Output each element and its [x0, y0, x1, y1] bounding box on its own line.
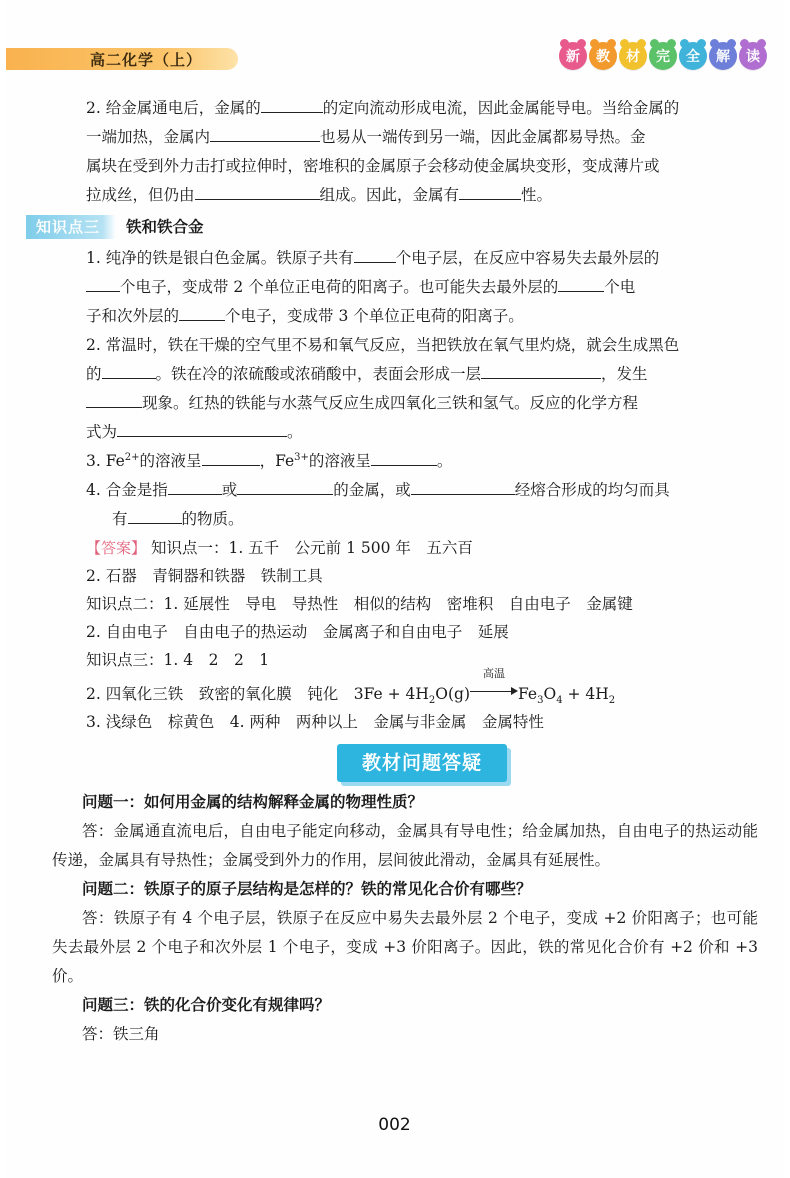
text: 个电子，变成带 2 个单位正电荷的阳离子。也可能失去最外层的: [120, 278, 559, 296]
answer-line: 知识点二：1. 延展性 导电 导热性 相似的结构 密堆积 自由电子 金属键: [86, 595, 633, 613]
qa-banner-wrap: [86, 744, 758, 782]
text: 或: [221, 481, 238, 499]
fill-blank: [168, 480, 222, 495]
text-line: [86, 244, 758, 273]
fill-blank: [371, 451, 437, 466]
fill-blank: [210, 127, 320, 142]
text-line: [86, 418, 758, 447]
logo-char: 材: [619, 42, 647, 70]
fill-blank: [459, 185, 521, 200]
text: 也易从一端传到另一端，因此金属都易导热。金: [320, 128, 646, 146]
answer-line: [86, 534, 758, 562]
text: 2. 常温时，铁在干燥的空气里不易和氧气反应，当把铁放在氧气里灼烧，就会生成黑色: [86, 336, 680, 354]
fill-blank: [237, 480, 333, 495]
qa-banner: 教材问题答疑: [337, 744, 507, 782]
logo-char: 读: [739, 42, 767, 70]
text: 一端加热，金属内: [86, 128, 211, 146]
subscript: 4: [556, 695, 563, 707]
text: 知识点一：1. 五千 公元前 1 500 年 五六百: [150, 539, 473, 557]
text: 拉成丝，但仍由: [86, 186, 195, 204]
fill-blank: [117, 422, 287, 437]
page-number: 002: [378, 1115, 411, 1135]
text: 。: [287, 423, 303, 441]
kp3-item3: [86, 447, 758, 476]
question-3: 问题三：铁的化合价变化有规律吗？: [82, 996, 331, 1014]
kp3-title: 铁和铁合金: [126, 217, 204, 236]
answer-tag: 【答案】: [86, 539, 147, 557]
text: O(g): [435, 685, 470, 703]
text: 1. 纯净的铁是银白色金属。铁原子共有: [86, 249, 354, 267]
subscript: 2: [428, 695, 436, 707]
kp3-item1: [86, 244, 758, 331]
page-header: [6, 0, 783, 90]
text: ，发生: [601, 365, 648, 383]
text: 子和次外层的: [86, 307, 180, 325]
text: 的物质。: [181, 510, 244, 528]
fill-blank: [261, 98, 323, 113]
logo-char: 教: [589, 42, 617, 70]
text-line: [86, 94, 758, 123]
arrow-shaft: [470, 691, 512, 692]
header-title: 高二化学（上）: [90, 51, 203, 69]
answer-block: [86, 534, 758, 736]
arrow-head-icon: [511, 687, 518, 695]
subscript: 3: [537, 695, 544, 707]
answer-line-equation: [86, 667, 758, 708]
text: 式为: [86, 423, 118, 441]
answer-line: 3. 浅绿色 棕黄色 4. 两种 两种以上 金属与非金属 金属特性: [86, 713, 544, 731]
superscript: 2+: [124, 451, 140, 463]
main-content: [36, 94, 758, 1049]
text: 的: [86, 365, 102, 383]
text: 2. 四氧化三铁 致密的氧化膜 钝化 3Fe + 4H: [86, 685, 429, 703]
text: 的定向流动形成电流，因此金属能导电。当给金属的: [322, 99, 680, 117]
question-1: 问题一：如何用金属的结构解释金属的物理性质？: [82, 793, 424, 811]
answer-line: 2. 自由电子 自由电子的热运动 金属离子和自由电子 延展: [86, 623, 509, 641]
text: + 4H: [562, 685, 609, 703]
fill-blank: [86, 393, 142, 408]
text-line: [86, 389, 758, 418]
superscript: 3+: [294, 451, 309, 463]
reaction-arrow: [470, 667, 518, 699]
logo-char: 全: [679, 42, 707, 70]
text-line: [86, 302, 758, 331]
kp3-item4: [86, 476, 758, 534]
kp2-item2: [86, 94, 758, 210]
fill-blank: [558, 277, 604, 292]
text: Fe: [518, 685, 538, 703]
series-logo: [559, 42, 767, 76]
text: 组成。因此，金属有: [319, 186, 460, 204]
text: 。: [436, 452, 453, 470]
text: 有: [112, 510, 128, 528]
text: 的溶液呈: [308, 452, 371, 470]
fill-blank: [86, 277, 120, 292]
logo-char: 完: [649, 42, 677, 70]
text: 的溶液呈: [139, 452, 202, 470]
text: 个电: [604, 278, 636, 296]
text-line: [86, 273, 758, 302]
logo-char: 新: [559, 42, 587, 70]
text: 经熔合形成的均匀而具: [514, 481, 670, 499]
text: 性。: [521, 186, 553, 204]
kp3-item2: [86, 331, 758, 447]
logo-char: 解: [709, 42, 737, 70]
text-line: [86, 360, 758, 389]
text: 现象。红热的铁能与水蒸气反应生成四氧化三铁和氢气。反应的化学方程: [142, 394, 639, 412]
kp3-heading: [14, 212, 758, 242]
answer-line: 知识点三：1. 4 2 2 1: [86, 651, 270, 669]
text: 3. Fe: [86, 452, 125, 470]
answer-1: 答：金属通直流电后，自由电子能定向移动，金属具有导电性；给金属加热，自由电子的热运动能传递，金属具有导热性；金属受到外力的作用，层间彼此滑动，金属具有延展性。: [52, 822, 758, 869]
text: 的金属，或: [333, 481, 411, 499]
fill-blank: [195, 185, 320, 200]
subscript: 2: [608, 695, 616, 707]
text-line: [86, 505, 758, 534]
question-2: 问题二：铁原子的原子层结构是怎样的？铁的常见化合价有哪些？: [82, 880, 532, 898]
text-line: [86, 476, 758, 505]
text: 个电子层，在反应中容易失去最外层的: [395, 249, 660, 267]
reaction-condition: 高温: [483, 667, 505, 680]
text: 个电子，变成带 3 个单位正电荷的阳离子。: [225, 307, 524, 325]
fill-blank: [354, 248, 396, 263]
text-line: [86, 152, 758, 181]
kp3-tag: 知识点三: [26, 215, 116, 239]
fill-blank: [179, 306, 225, 321]
fill-blank: [102, 364, 156, 379]
text: 属块在受到外力击打或拉伸时，密堆积的金属原子会移动使金属块变形，变成薄片或: [86, 157, 660, 175]
text-line: [86, 123, 758, 152]
text: 4. 合金是指: [86, 481, 168, 499]
text: 2. 给金属通电后，金属的: [86, 99, 261, 117]
fill-blank: [128, 509, 182, 524]
fill-blank: [481, 364, 601, 379]
page: [6, 0, 783, 1178]
answer-line: 2. 石器 青铜器和铁器 铁制工具: [86, 567, 323, 585]
answer-3: 答：铁三角: [82, 1025, 160, 1043]
text: ，Fe: [259, 452, 295, 470]
answer-2: 答：铁原子有 4 个电子层，铁原子在反应中易失去最外层 2 个电子，变成 +2 价阳离子；也可能失去最外层 2 个电子和次外层 1 个电子，变成 +3 价阳离子。因此，铁的常见化合价有 +2 价和 +3 价。: [52, 909, 758, 985]
qa-section: [52, 788, 758, 1049]
text-line: [86, 181, 758, 210]
text: O: [543, 685, 557, 703]
text-line: [86, 331, 758, 360]
fill-blank: [411, 480, 515, 495]
fill-blank: [202, 451, 260, 466]
text: 。铁在冷的浓硫酸或浓硝酸中，表面会形成一层: [155, 365, 482, 383]
